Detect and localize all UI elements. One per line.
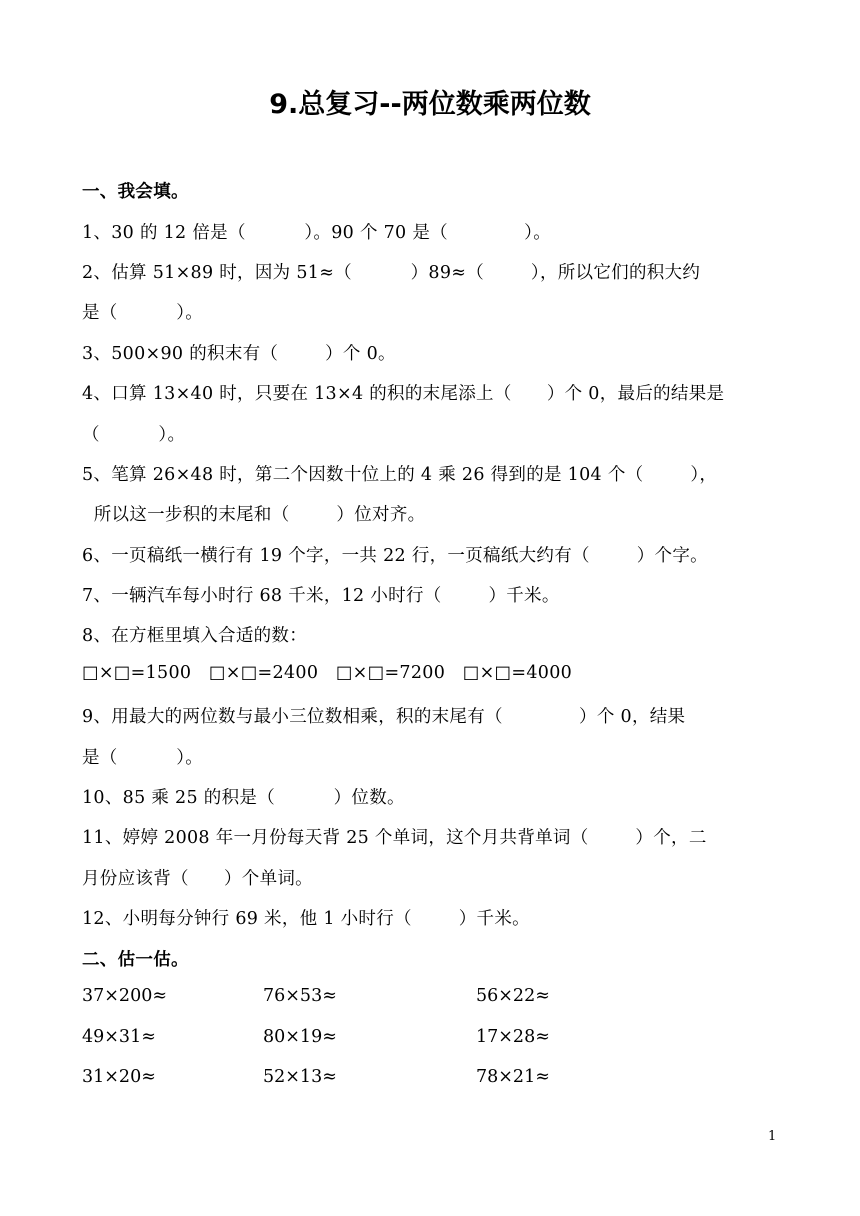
estimate-item: 80×19≈ bbox=[263, 1027, 337, 1047]
question-line: 3、500×90 的积末有（ ）个 0。 bbox=[82, 344, 396, 364]
question-line: 11、婷婷 2008 年一月份每天背 25 个单词，这个月共背单词（ ）个，二 bbox=[82, 828, 707, 848]
question-line: 所以这一步积的末尾和（ ）位对齐。 bbox=[82, 505, 426, 525]
section-2-heading: 二、估一估。 bbox=[82, 950, 189, 970]
estimate-item: 78×21≈ bbox=[476, 1067, 550, 1087]
estimate-item: 17×28≈ bbox=[476, 1027, 550, 1047]
question-line: 是（ ）。 bbox=[82, 748, 204, 768]
question-line: 7、一辆汽车每小时行 68 千米，12 小时行（ ）千米。 bbox=[82, 586, 560, 606]
question-line: 2、估算 51×89 时，因为 51≈（ ）89≈（ ），所以它们的积大约 bbox=[82, 263, 701, 283]
estimate-item: 52×13≈ bbox=[263, 1067, 337, 1087]
question-line: 8、在方框里填入合适的数： bbox=[82, 626, 308, 646]
question-line: 10、85 乘 25 的积是（ ）位数。 bbox=[82, 788, 405, 808]
page-number: 1 bbox=[768, 1129, 777, 1144]
estimate-item: 31×20≈ bbox=[82, 1067, 156, 1087]
estimate-item: 49×31≈ bbox=[82, 1027, 156, 1047]
section-1-heading: 一、我会填。 bbox=[82, 182, 189, 202]
question-line: 5、笔算 26×48 时，第二个因数十位上的 4 乘 26 得到的是 104 个（ ）， bbox=[82, 465, 718, 485]
question-line: 9、用最大的两位数与最小三位数相乘，积的末尾有（ ）个 0，结果 bbox=[82, 707, 686, 727]
question-line: 6、一页稿纸一横行有 19 个字，一共 22 行，一页稿纸大约有（ ）个字。 bbox=[82, 546, 708, 566]
question-line: 月份应该背（ ）个单词。 bbox=[82, 869, 313, 889]
estimate-item: 37×200≈ bbox=[82, 986, 167, 1006]
question-line: （ ）。 bbox=[82, 425, 186, 445]
question-line: 1、30 的 12 倍是（ ）。90 个 70 是（ ）。 bbox=[82, 223, 552, 243]
question-line: □×□=1500 □×□=2400 □×□=7200 □×□=4000 bbox=[82, 663, 573, 683]
page-title: 9.总复习--两位数乘两位数 bbox=[269, 89, 591, 120]
question-line: 是（ ）。 bbox=[82, 303, 204, 323]
estimate-item: 56×22≈ bbox=[476, 986, 550, 1006]
question-line: 12、小明每分钟行 69 米，他 1 小时行（ ）千米。 bbox=[82, 909, 530, 929]
question-line: 4、口算 13×40 时，只要在 13×4 的积的末尾添上（ ）个 0，最后的结果是 bbox=[82, 384, 725, 404]
estimate-item: 76×53≈ bbox=[263, 986, 337, 1006]
